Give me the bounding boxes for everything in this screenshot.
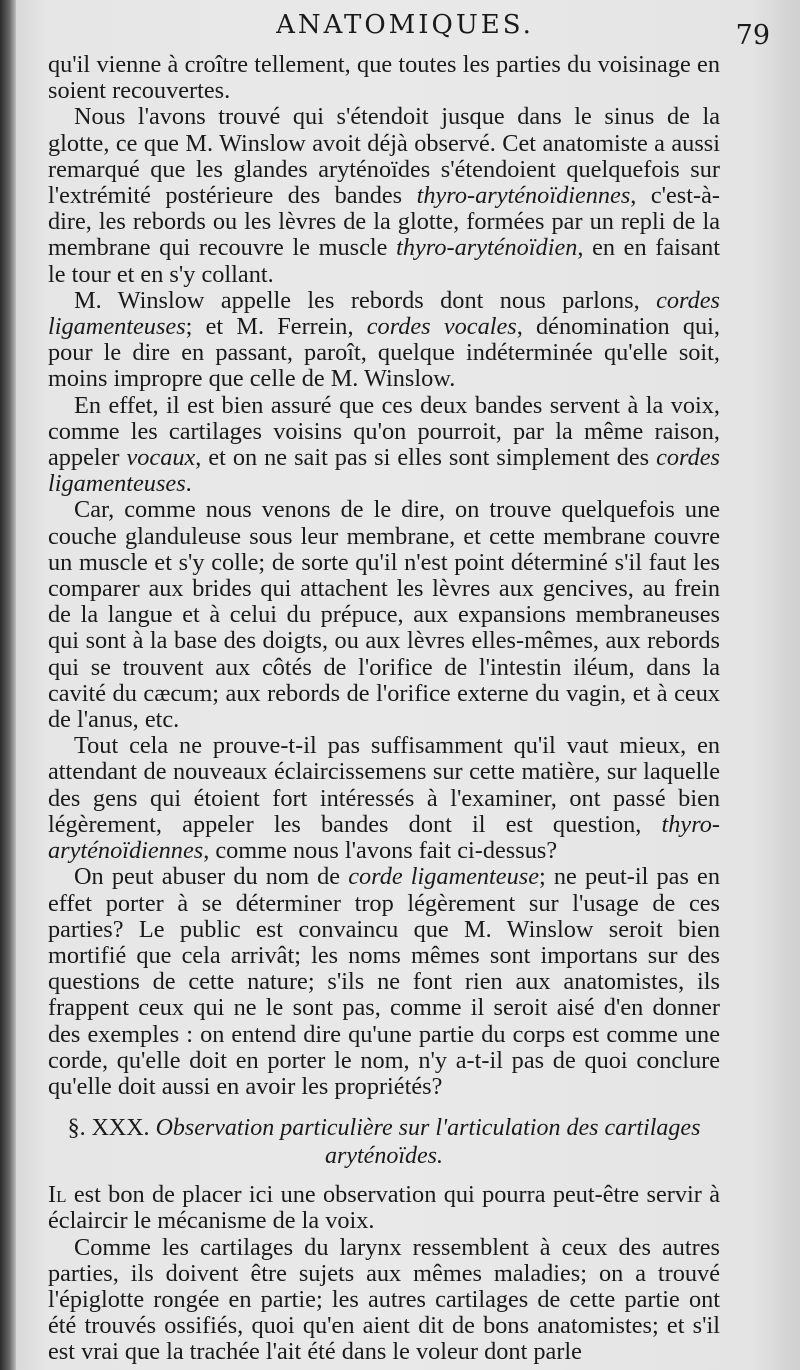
paragraph <box>48 52 720 104</box>
italic-term: cordes ligamenteuses <box>48 444 720 498</box>
running-head: ANATOMIQUES. <box>276 10 534 40</box>
page-header <box>40 10 770 50</box>
text-run: ; ne peut-il pas en effet porter à se déterminer trop légèrement sur l'usage de ces parties? Le public est convaincu que M. Winslow seroit bien mortifié que cela arrivât; les noms mêmes sont importans sur des questions de cette nature; s'ils ne font rien aux anatomistes, ils frappent ceux qui ne le sont pas, comme il seroit aisé d'en donner des exemples : on entend dire qu'une partie du corps est comme une corde, qu'elle doit en porter le nom, n'y a-t-il pas de quoi conclure qu'elle doit aussi en avoir les propriétés? <box>48 863 720 1100</box>
section-title: Observation particulière sur l'articulation des cartilages aryténoïdes. <box>155 1115 701 1170</box>
text-run: M. Winslow appelle les rebords dont nous parlons, <box>74 286 657 314</box>
text-run: , et on ne sait pas si elles sont simplement des <box>195 444 657 472</box>
text-run: On peut abuser du nom de <box>74 863 349 891</box>
text-run: Tout cela ne prouve-t-il pas suffisamment qu'il vaut mieux, en attendant de nouveaux éclaircissemens sur cette matière, sur laquelle des gens qui étoient fort intéressés à l'examiner, ont passé bien légèrement, appeler les bandes dont il est question, <box>48 732 720 838</box>
section-number: §. XXX. <box>67 1115 150 1142</box>
text-run: , comme nous l'avons fait ci-dessus? <box>203 837 558 865</box>
page-gutter-shadow <box>0 0 16 1370</box>
italic-term: thyro-aryténoïdien <box>396 234 578 262</box>
italic-term: cordes vocales <box>366 313 517 341</box>
italic-term: vocaux <box>126 444 196 472</box>
paragraph <box>48 104 720 287</box>
page-body <box>48 52 720 1366</box>
paragraph <box>48 1182 720 1234</box>
text-run: Il <box>48 1181 67 1209</box>
section-heading <box>48 1114 720 1170</box>
paragraph <box>48 1235 720 1366</box>
page-number: 79 <box>735 20 770 51</box>
text-run: est bon de placer ici une observation qui pourra peut-être servir à éclaircir le mécanisme de la voix. <box>48 1181 720 1235</box>
text-run: Nous l'avons trouvé qui s'étendoit jusque dans le sinus de la glotte, ce que M. Winslow avoit déjà observé. Cet anatomiste a aussi remarqué que les glandes aryténoïdes s'étendoient quelquefois sur l'extrémité postérieure des bandes <box>48 103 720 210</box>
text-run: ; et M. Ferrein, <box>185 313 367 341</box>
italic-term: thyro-aryténoïdiennes <box>48 810 720 865</box>
paragraphs-after-section <box>48 1182 720 1365</box>
paragraph <box>48 864 720 1100</box>
text-run: , dénomination qui, pour le dire en passant, paroît, quelque indéterminée qu'elle soit, moins impropre que celle de M. Winslow. <box>48 313 720 393</box>
text-run: Comme les cartilages du larynx ressemblent à ceux des autres parties, ils doivent être sujets aux mêmes maladies; on a trouvé l'épiglotte rongée en partie; les autres cartilages de cette partie ont été trouvés ossifiés, quoi qu'en aient dit de bons anatomistes; et s'il est vrai que la trachée l'ait été dans le voleur dont parle <box>48 1233 720 1366</box>
text-run: . <box>185 470 192 498</box>
text-run: Car, comme nous venons de le dire, on trouve quelquefois une couche glanduleuse sous leur membrane, et cette membrane couvre un muscle et s'y colle; de sorte qu'il n'est point déterminé s'il faut les comparer aux brides qui attachent les lèvres aux gencives, au frein de la langue et à celui du prépuce, aux expansions membraneuses qui sont à la base des doigts, ou aux lèvres elles-mêmes, aux rebords qui se trouvent aux côtés de l'orifice de l'intestin iléum, dans la cavité du cæcum; aux rebords de l'orifice externe du vagin, et à ceux de l'anus, etc. <box>48 496 720 734</box>
italic-term: thyro-aryténoïdiennes <box>416 182 631 210</box>
text-run: , en en faisant le tour et en s'y collant. <box>48 234 720 288</box>
italic-term: cordes ligamenteuses <box>48 286 720 341</box>
paragraph <box>48 497 720 733</box>
paragraph <box>48 393 720 498</box>
text-run: qu'il vienne à croître tellement, que toutes les parties du voisinage en soient recouvertes. <box>48 51 720 105</box>
paragraph <box>48 288 720 393</box>
text-run: En effet, il est bien assuré que ces deux bandes servent à la voix, comme les cartilages voisins qu'on pourroit, par la même raison, appeler <box>48 391 720 472</box>
text-run: , c'est-à-dire, les rebords ou les lèvres de la glotte, formées par un repli de la membrane qui recouvre le muscle <box>48 182 720 262</box>
paragraph <box>48 733 720 864</box>
paragraphs-before-section <box>48 52 720 1100</box>
italic-term: corde ligamenteuse <box>348 863 539 891</box>
